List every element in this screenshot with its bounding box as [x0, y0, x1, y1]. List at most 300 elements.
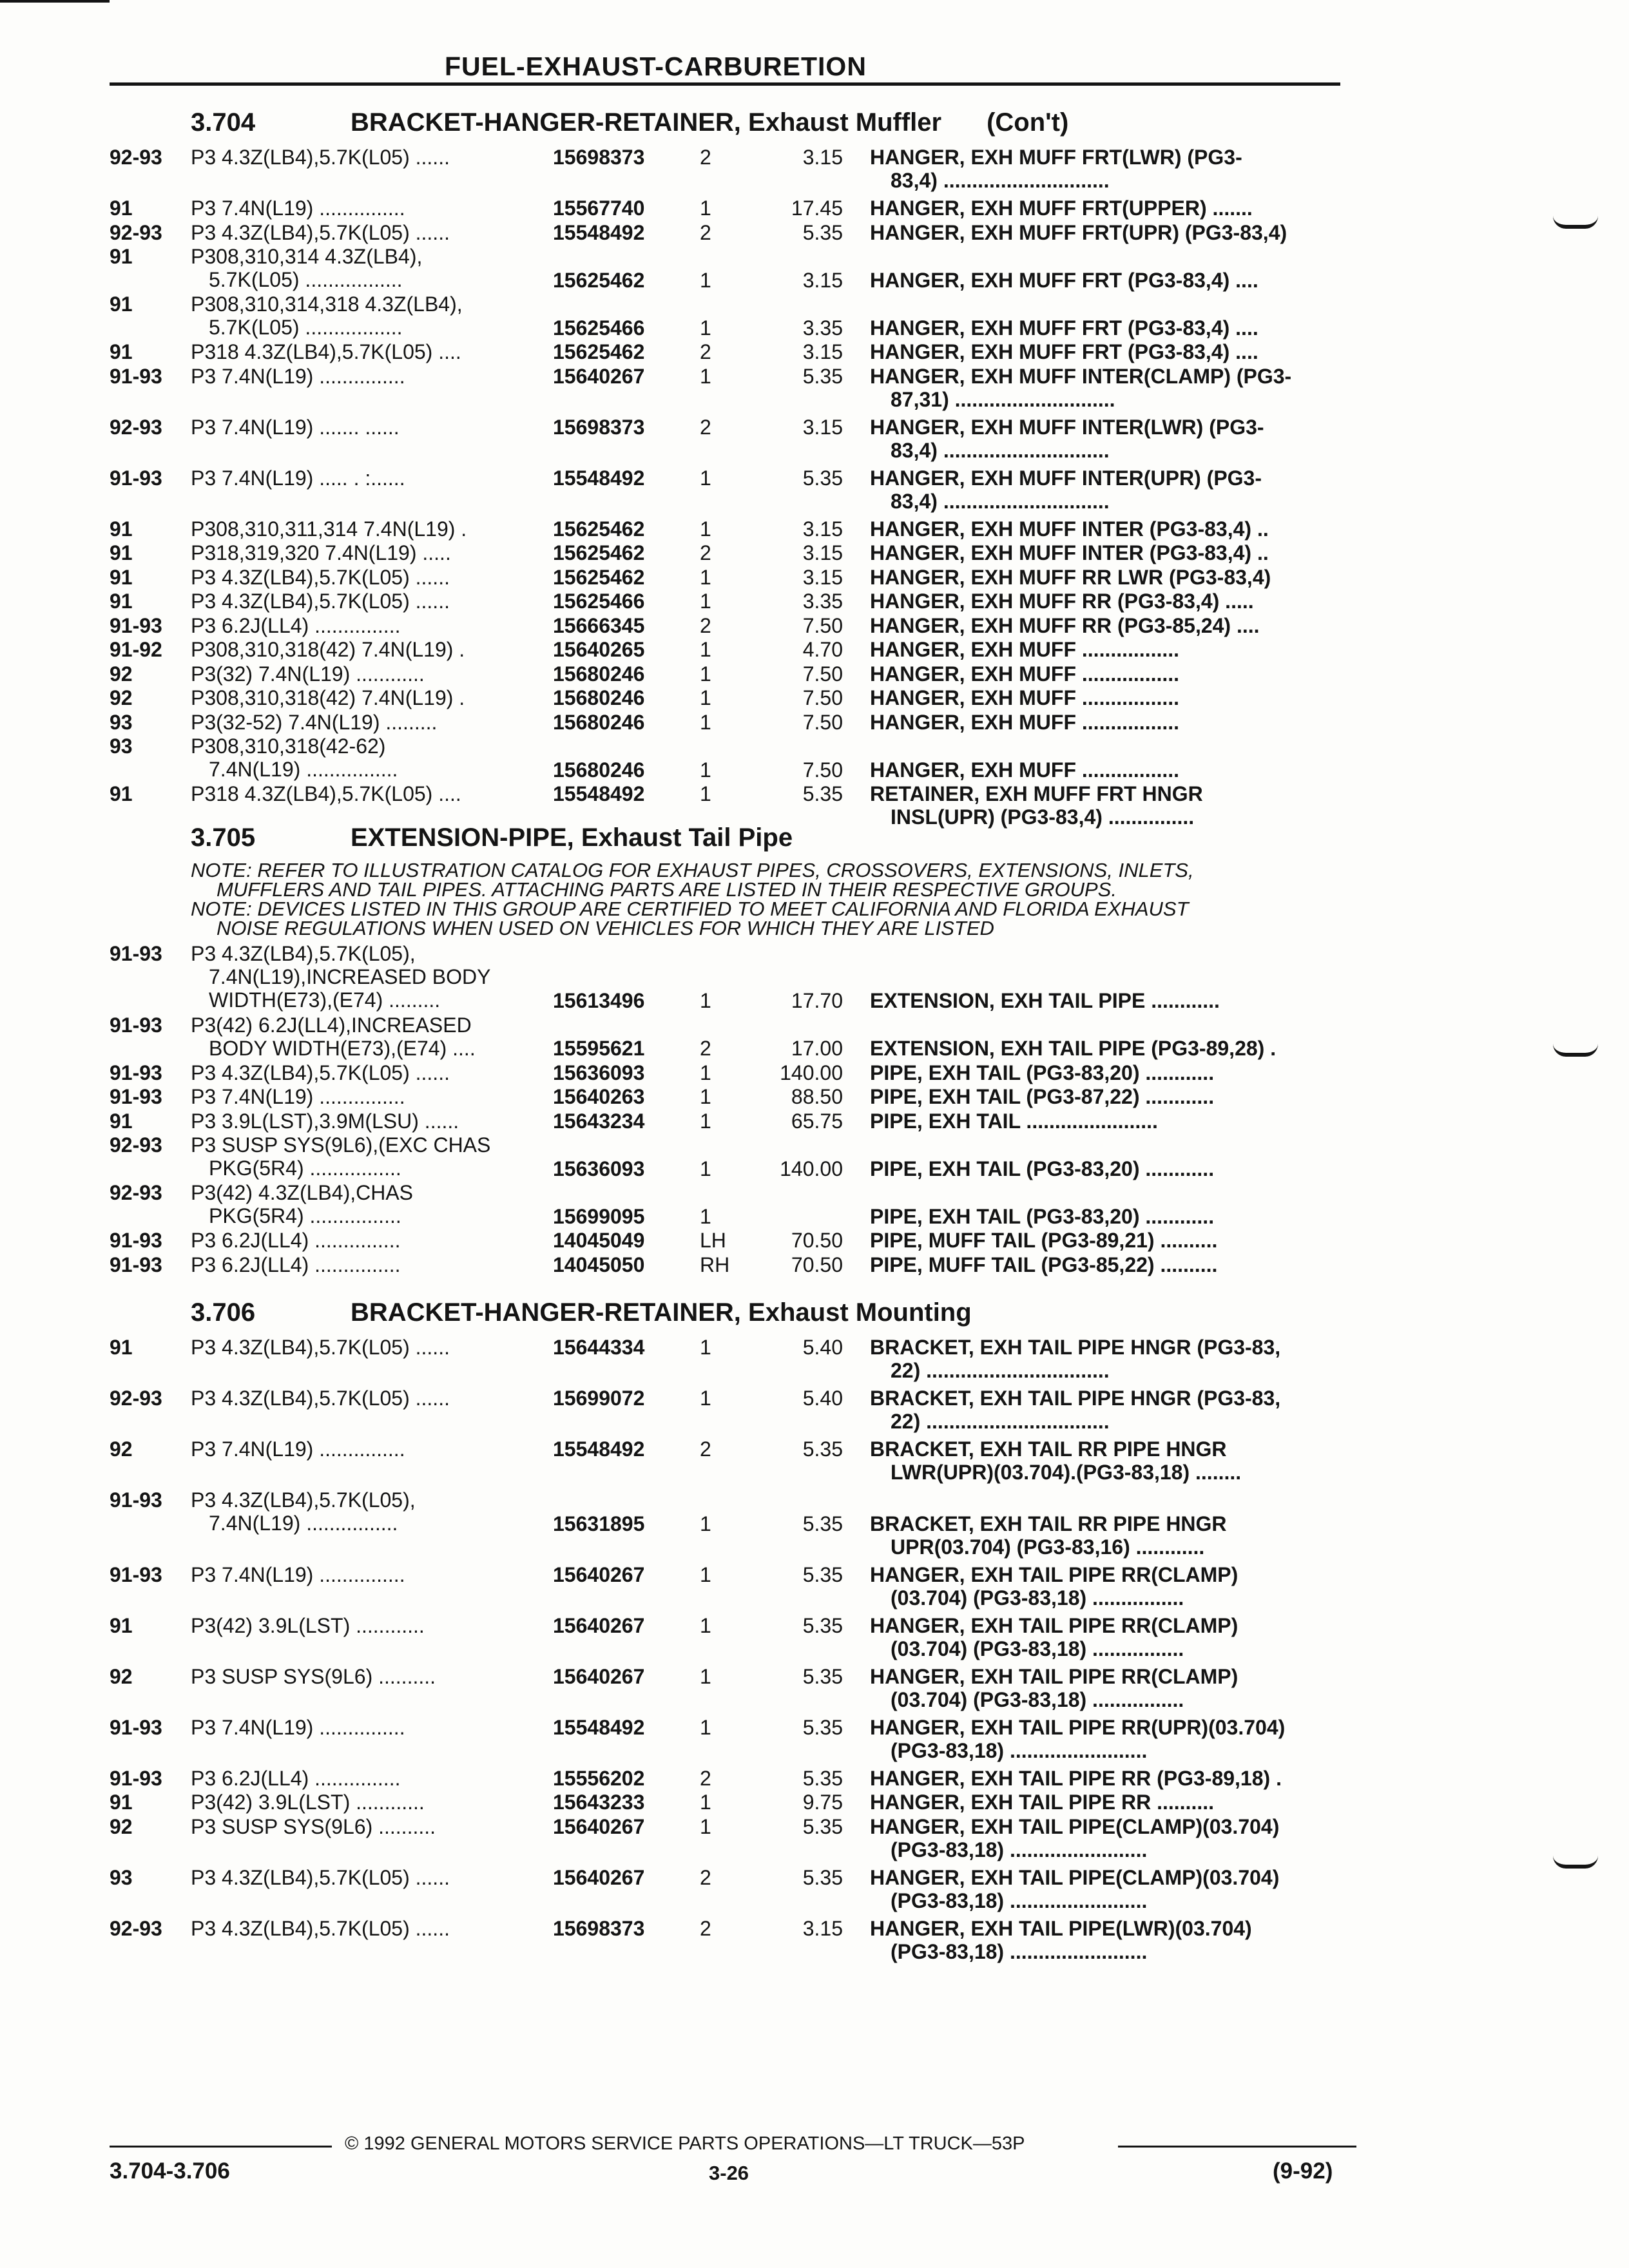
part-name-line: 22) ................................ — [891, 1359, 1110, 1382]
part-name-line: HANGER, EXH TAIL PIPE(CLAMP)(03.704) — [870, 1865, 1280, 1889]
part-name — [870, 197, 1253, 220]
part-name — [870, 365, 1291, 411]
part-name — [870, 1037, 1276, 1060]
application-line: P3 6.2J(LL4) ............... — [191, 613, 401, 637]
part-number: 15567740 — [553, 197, 645, 220]
quantity: 1 — [700, 1387, 711, 1410]
part-number: 15680246 — [553, 662, 645, 686]
part-name-line: HANGER, EXH TAIL PIPE(CLAMP)(03.704) — [870, 1814, 1280, 1838]
part-name-line: HANGER, EXH TAIL PIPE(LWR)(03.704) — [870, 1916, 1252, 1940]
price: 65.75 — [791, 1109, 843, 1133]
price: 5.35 — [802, 220, 843, 244]
part-number: 15640267 — [553, 1865, 645, 1889]
part-name — [870, 758, 1179, 782]
part-name — [870, 638, 1179, 661]
part-number: 15698373 — [553, 146, 645, 169]
price: 5.35 — [802, 1562, 843, 1586]
model-years: 92-93 — [110, 415, 162, 439]
section-number: 3.706 — [191, 1298, 256, 1327]
application-description — [191, 1614, 425, 1637]
model-years: 91-93 — [110, 1013, 162, 1037]
part-name-line: LWR(UPR)(03.704).(PG3-83,18) ........ — [891, 1461, 1242, 1484]
price: 5.40 — [802, 1336, 843, 1359]
application-description — [191, 365, 405, 388]
application-line: P3 7.4N(L19) ............... — [191, 197, 405, 220]
quantity: 1 — [700, 662, 711, 686]
application-description — [191, 1133, 490, 1180]
price: 5.35 — [802, 1664, 843, 1688]
price: 5.35 — [802, 364, 843, 388]
application-description — [191, 1665, 436, 1688]
margin-binding-mark — [1553, 1856, 1598, 1869]
quantity: 2 — [700, 1037, 711, 1060]
model-years: 91 — [110, 1336, 133, 1359]
model-years: 91 — [110, 541, 133, 564]
quantity: 2 — [700, 1865, 711, 1889]
application-line: BODY WIDTH(E73),(E74) .... — [209, 1036, 476, 1060]
section-continued-label: (Con't) — [987, 108, 1069, 137]
model-years: 91-93 — [110, 364, 162, 388]
application-description — [191, 1767, 400, 1790]
part-name-line: HANGER, EXH MUFF INTER (PG3-83,4) .. — [870, 517, 1269, 541]
price: 7.50 — [802, 662, 843, 686]
quantity: 1 — [700, 590, 711, 613]
part-number: 15548492 — [553, 466, 645, 490]
quantity: 1 — [700, 1336, 711, 1359]
part-name-line: HANGER, EXH MUFF FRT(LWR) (PG3- — [870, 146, 1242, 169]
part-name — [870, 146, 1242, 192]
application-line: PKG(5R4) ................ — [209, 1204, 401, 1227]
part-number: 15640267 — [553, 1814, 645, 1838]
part-name — [870, 1815, 1279, 1861]
part-name-line: EXTENSION, EXH TAIL PIPE (PG3-89,28) . — [870, 1037, 1277, 1060]
application-line: P3 7.4N(L19) ..... . :...... — [191, 466, 405, 490]
part-name — [870, 221, 1287, 244]
price: 3.15 — [802, 415, 843, 439]
part-number: 15698373 — [553, 415, 645, 439]
footer-rule-right — [1118, 2146, 1356, 2148]
quantity: 1 — [700, 1109, 711, 1133]
application-line: P318 4.3Z(LB4),5.7K(L05) .... — [191, 340, 461, 363]
model-years: 91 — [110, 590, 133, 613]
part-name-line: PIPE, EXH TAIL ....................... — [870, 1109, 1158, 1133]
model-years: 91-93 — [110, 942, 162, 965]
quantity: 1 — [700, 466, 711, 490]
price: 3.35 — [802, 590, 843, 613]
application-line: P3 7.4N(L19) ............... — [191, 1085, 405, 1108]
model-years: 91-93 — [110, 1766, 162, 1790]
part-name-line: HANGER, EXH MUFF FRT (PG3-83,4) .... — [870, 340, 1258, 363]
part-name-line: 83,4) ............................. — [891, 169, 1110, 192]
part-name-line: PIPE, EXH TAIL (PG3-83,20) ............ — [870, 1204, 1215, 1228]
price: 17.70 — [791, 989, 843, 1012]
application-description — [191, 517, 467, 541]
part-number: 15548492 — [553, 1437, 645, 1461]
price: 3.15 — [802, 565, 843, 589]
application-line: PKG(5R4) ................ — [209, 1157, 401, 1180]
part-name — [870, 1110, 1158, 1133]
part-name-line: 83,4) ............................. — [891, 438, 1110, 462]
part-number: 14045050 — [553, 1253, 645, 1276]
application-description — [191, 416, 400, 439]
application-line: P3 4.3Z(LB4),5.7K(L05) ...... — [191, 1336, 450, 1359]
part-number: 15631895 — [553, 1512, 645, 1535]
part-number: 15625462 — [553, 565, 645, 589]
quantity: 1 — [700, 197, 711, 220]
part-number: 15640267 — [553, 1562, 645, 1586]
part-name-line: PIPE, MUFF TAIL (PG3-89,21) .......... — [870, 1229, 1218, 1252]
part-name-line: HANGER, EXH TAIL PIPE RR .......... — [870, 1791, 1214, 1814]
quantity: 1 — [700, 1715, 711, 1739]
quantity: 2 — [700, 1766, 711, 1790]
part-number: 15548492 — [553, 220, 645, 244]
application-line: P3 4.3Z(LB4),5.7K(L05), — [191, 1488, 416, 1512]
price: 5.35 — [802, 1814, 843, 1838]
part-name-line: (03.704) (PG3-83,18) ................ — [891, 1637, 1184, 1660]
price: 88.50 — [791, 1085, 843, 1108]
price: 3.15 — [802, 1916, 843, 1940]
part-number: 15699072 — [553, 1387, 645, 1410]
application-description — [191, 466, 405, 490]
price: 3.35 — [802, 316, 843, 340]
quantity: 1 — [700, 1814, 711, 1838]
quantity: 1 — [700, 1562, 711, 1586]
part-name — [870, 517, 1269, 541]
price: 3.15 — [802, 340, 843, 363]
price: 140.00 — [780, 1157, 843, 1180]
quantity: 1 — [700, 1085, 711, 1108]
application-line: P3(42) 6.2J(LL4),INCREASED — [191, 1013, 472, 1037]
application-line: P3 6.2J(LL4) ............... — [191, 1766, 401, 1790]
application-line: P3 7.4N(L19) ............... — [191, 364, 405, 388]
application-description — [191, 614, 400, 637]
application-line: P3(42) 3.9L(LST) ............ — [191, 1613, 425, 1637]
model-years: 91-93 — [110, 1061, 162, 1084]
application-line: P308,310,318(42) 7.4N(L19) . — [191, 686, 465, 709]
part-name-line: HANGER, EXH MUFF RR (PG3-83,4) ..... — [870, 590, 1254, 613]
part-name-line: HANGER, EXH MUFF FRT (PG3-83,4) .... — [870, 268, 1258, 292]
quantity: 1 — [700, 268, 711, 292]
price: 17.00 — [791, 1037, 843, 1060]
header-rule — [110, 82, 1340, 86]
model-years: 93 — [110, 1865, 133, 1889]
part-number: 15640263 — [553, 1085, 645, 1108]
application-line: P3 6.2J(LL4) ............... — [191, 1229, 401, 1252]
part-name-line: HANGER, EXH MUFF INTER (PG3-83,4) .. — [870, 541, 1269, 564]
part-name — [870, 1387, 1280, 1433]
part-name — [870, 1866, 1279, 1912]
application-description — [191, 566, 450, 589]
model-years: 91 — [110, 565, 133, 589]
quantity: 1 — [700, 1061, 711, 1084]
section-number: 3.705 — [191, 823, 256, 852]
model-years: 91 — [110, 1109, 133, 1133]
application-description — [191, 1253, 400, 1276]
quantity: 1 — [700, 638, 711, 661]
application-line: P3 4.3Z(LB4),5.7K(L05), — [191, 942, 416, 965]
application-description — [191, 662, 425, 686]
part-number: 15643233 — [553, 1791, 645, 1814]
model-years: 93 — [110, 735, 133, 758]
model-years: 92 — [110, 1814, 133, 1838]
quantity: 1 — [700, 1512, 711, 1535]
application-description — [191, 197, 405, 220]
application-line: P318 4.3Z(LB4),5.7K(L05) .... — [191, 782, 461, 805]
model-years: 91 — [110, 782, 133, 805]
part-number: 15644334 — [553, 1336, 645, 1359]
price: 7.50 — [802, 710, 843, 734]
application-description — [191, 638, 465, 661]
part-name — [870, 590, 1254, 613]
quantity: 1 — [700, 1613, 711, 1637]
part-number: 15636093 — [553, 1157, 645, 1180]
model-years: 91-93 — [110, 613, 162, 637]
quantity: 1 — [700, 782, 711, 805]
part-number: 15625462 — [553, 541, 645, 564]
section-note: NOTE: DEVICES LISTED IN THIS GROUP ARE CERTIFIED TO MEET CALIFORNIA AND FLORIDA EXHAUST — [191, 898, 1189, 920]
corner-rule — [0, 0, 110, 3]
price: 3.15 — [802, 517, 843, 541]
application-description — [191, 1336, 450, 1359]
part-name-line: HANGER, EXH TAIL PIPE RR (PG3-89,18) . — [870, 1766, 1282, 1790]
price: 5.35 — [802, 1512, 843, 1535]
part-name-line: HANGER, EXH MUFF INTER(CLAMP) (PG3- — [870, 364, 1292, 388]
application-line: P3 4.3Z(LB4),5.7K(L05) ...... — [191, 590, 450, 613]
application-line: P308,310,318(42) 7.4N(L19) . — [191, 638, 465, 661]
part-name-line: 87,31) ............................ — [891, 387, 1115, 411]
part-number: 15666345 — [553, 613, 645, 637]
quantity: 1 — [700, 989, 711, 1012]
part-number: 15548492 — [553, 1715, 645, 1739]
part-name-line: (03.704) (PG3-83,18) ................ — [891, 1687, 1184, 1711]
part-name-line: RETAINER, EXH MUFF FRT HNGR — [870, 782, 1203, 805]
model-years: 92-93 — [110, 1387, 162, 1410]
application-description — [191, 1716, 405, 1739]
part-name-line: HANGER, EXH TAIL PIPE RR(CLAMP) — [870, 1613, 1239, 1637]
part-number: 15699095 — [553, 1204, 645, 1228]
model-years: 91 — [110, 197, 133, 220]
price: 7.50 — [802, 686, 843, 709]
application-line: P3 4.3Z(LB4),5.7K(L05) ...... — [191, 146, 450, 169]
price: 70.50 — [791, 1253, 843, 1276]
application-description — [191, 942, 490, 1012]
model-years: 91 — [110, 1791, 133, 1814]
part-number: 15643234 — [553, 1109, 645, 1133]
part-name — [870, 1614, 1238, 1660]
part-name-line: BRACKET, EXH TAIL RR PIPE HNGR — [870, 1437, 1227, 1461]
model-years: 91-93 — [110, 1488, 162, 1512]
section-number: 3.704 — [191, 108, 256, 137]
part-name-line: BRACKET, EXH TAIL RR PIPE HNGR — [870, 1512, 1227, 1535]
application-description — [191, 221, 450, 244]
application-line: P3 7.4N(L19) ............... — [191, 1437, 405, 1461]
price: 140.00 — [780, 1061, 843, 1084]
quantity: 2 — [700, 220, 711, 244]
model-years: 91-93 — [110, 1715, 162, 1739]
part-number: 15640265 — [553, 638, 645, 661]
model-years: 92 — [110, 662, 133, 686]
margin-binding-mark — [1553, 1044, 1598, 1057]
model-years: 91-93 — [110, 466, 162, 490]
application-line: P3(42) 3.9L(LST) ............ — [191, 1791, 425, 1814]
quantity: 2 — [700, 613, 711, 637]
application-description — [191, 1061, 450, 1084]
application-line: 7.4N(L19) ................ — [209, 1512, 398, 1535]
part-name-line: HANGER, EXH MUFF ................. — [870, 638, 1180, 661]
price: 7.50 — [802, 758, 843, 782]
application-description — [191, 541, 451, 564]
price: 17.45 — [791, 197, 843, 220]
part-name-line: HANGER, EXH MUFF INTER(LWR) (PG3- — [870, 415, 1264, 439]
model-years: 92 — [110, 1664, 133, 1688]
price: 5.35 — [802, 1766, 843, 1790]
footer-date: (9-92) — [1273, 2158, 1333, 2184]
part-name — [870, 316, 1258, 340]
part-name-line: (PG3-83,18) ........................ — [891, 1738, 1148, 1762]
part-number: 15625466 — [553, 316, 645, 340]
part-name — [870, 1157, 1214, 1180]
model-years: 91-93 — [110, 1229, 162, 1252]
quantity: 2 — [700, 146, 711, 169]
model-years: 91-93 — [110, 1562, 162, 1586]
part-number: 15625466 — [553, 590, 645, 613]
part-name-line: HANGER, EXH MUFF FRT(UPPER) ....... — [870, 197, 1253, 220]
application-line: P3 6.2J(LL4) ............... — [191, 1253, 401, 1276]
part-name-line: PIPE, EXH TAIL (PG3-83,20) ............ — [870, 1061, 1215, 1084]
part-name — [870, 566, 1271, 589]
application-line: P3 4.3Z(LB4),5.7K(L05) ...... — [191, 1387, 450, 1410]
part-number: 15640267 — [553, 1613, 645, 1637]
part-name-line: PIPE, MUFF TAIL (PG3-85,22) .......... — [870, 1253, 1218, 1276]
part-name-line: (PG3-83,18) ........................ — [891, 1838, 1148, 1861]
application-line: P3 SUSP SYS(9L6) .......... — [191, 1664, 436, 1688]
part-name — [870, 1336, 1280, 1382]
model-years: 92-93 — [110, 1133, 162, 1157]
application-description — [191, 686, 465, 709]
quantity: 1 — [700, 710, 711, 734]
application-description — [191, 1387, 450, 1410]
application-line: P3 4.3Z(LB4),5.7K(L05) ...... — [191, 220, 450, 244]
quantity: 1 — [700, 565, 711, 589]
part-name — [870, 614, 1260, 637]
part-name — [870, 1791, 1214, 1814]
part-name-line: HANGER, EXH MUFF RR (PG3-85,24) .... — [870, 613, 1260, 637]
part-name — [870, 1563, 1238, 1610]
part-name — [870, 1665, 1238, 1711]
part-name — [870, 1917, 1252, 1963]
application-description — [191, 1815, 436, 1838]
application-line: P308,310,311,314 7.4N(L19) . — [191, 517, 467, 541]
footer-range: 3.704-3.706 — [110, 2158, 230, 2184]
application-line: 7.4N(L19),INCREASED BODY — [209, 965, 491, 988]
section-note: NOTE: REFER TO ILLUSTRATION CATALOG FOR EXHAUST PIPES, CROSSOVERS, EXTENSIONS, INLETS, — [191, 859, 1194, 881]
application-line: WIDTH(E73),(E74) ......... — [209, 988, 441, 1012]
model-years: 92-93 — [110, 1181, 162, 1204]
part-name-line: HANGER, EXH TAIL PIPE RR(CLAMP) — [870, 1664, 1239, 1688]
section-note: MUFFLERS AND TAIL PIPES. ATTACHING PARTS ARE LISTED IN THEIR RESPECTIVE GROUPS. — [217, 878, 1117, 901]
part-number: 15640267 — [553, 1664, 645, 1688]
model-years: 91-92 — [110, 638, 162, 661]
part-name-line: HANGER, EXH MUFF ................. — [870, 710, 1180, 734]
part-name — [870, 340, 1258, 363]
price: 5.35 — [802, 466, 843, 490]
page-section-header: FUEL-EXHAUST-CARBURETION — [445, 52, 867, 81]
quantity: RH — [700, 1253, 730, 1276]
part-name-line: 22) ................................ — [891, 1410, 1110, 1433]
application-description — [191, 1791, 425, 1814]
part-name — [870, 1205, 1214, 1228]
application-description — [191, 1866, 450, 1889]
quantity: LH — [700, 1229, 726, 1252]
application-description — [191, 1085, 405, 1108]
price: 3.15 — [802, 146, 843, 169]
part-name-line: HANGER, EXH MUFF RR LWR (PG3-83,4) — [870, 565, 1271, 589]
model-years: 92 — [110, 686, 133, 709]
part-name-line: HANGER, EXH TAIL PIPE RR(CLAMP) — [870, 1562, 1239, 1586]
part-name-line: HANGER, EXH MUFF FRT (PG3-83,4) .... — [870, 316, 1258, 340]
quantity: 1 — [700, 364, 711, 388]
part-number: 15680246 — [553, 686, 645, 709]
model-years: 92-93 — [110, 1916, 162, 1940]
part-name-line: HANGER, EXH MUFF FRT(UPR) (PG3-83,4) — [870, 220, 1287, 244]
price: 4.70 — [802, 638, 843, 661]
part-name — [870, 1437, 1241, 1484]
part-number: 15556202 — [553, 1766, 645, 1790]
quantity: 2 — [700, 1916, 711, 1940]
application-line: P3 4.3Z(LB4),5.7K(L05) ...... — [191, 1865, 450, 1889]
quantity: 1 — [700, 1157, 711, 1180]
application-description — [191, 1488, 416, 1535]
application-line: P3 SUSP SYS(9L6),(EXC CHAS — [191, 1133, 491, 1157]
part-name — [870, 662, 1179, 686]
price: 70.50 — [791, 1229, 843, 1252]
part-name — [870, 1767, 1282, 1790]
part-name — [870, 1716, 1285, 1762]
part-name — [870, 1512, 1227, 1559]
part-name-line: PIPE, EXH TAIL (PG3-83,20) ............ — [870, 1157, 1215, 1180]
application-line: P308,310,314 4.3Z(LB4), — [191, 245, 423, 268]
quantity: 1 — [700, 316, 711, 340]
part-number: 15625462 — [553, 517, 645, 541]
application-line: 7.4N(L19) ................ — [209, 758, 398, 781]
part-name — [870, 466, 1262, 513]
part-name — [870, 782, 1203, 829]
part-name — [870, 416, 1264, 462]
part-name-line: (PG3-83,18) ........................ — [891, 1888, 1148, 1912]
model-years: 91 — [110, 245, 133, 268]
part-number: 14045049 — [553, 1229, 645, 1252]
part-number: 15680246 — [553, 758, 645, 782]
part-name-line: BRACKET, EXH TAIL PIPE HNGR (PG3-83, — [870, 1387, 1281, 1410]
part-name — [870, 989, 1220, 1012]
part-name-line: PIPE, EXH TAIL (PG3-87,22) ............ — [870, 1085, 1215, 1108]
price: 5.35 — [802, 782, 843, 805]
quantity: 1 — [700, 758, 711, 782]
quantity: 1 — [700, 1664, 711, 1688]
part-name-line: HANGER, EXH MUFF ................. — [870, 686, 1180, 709]
application-description — [191, 1563, 405, 1586]
part-number: 15595621 — [553, 1037, 645, 1060]
application-line: P3 4.3Z(LB4),5.7K(L05) ...... — [191, 1916, 450, 1940]
application-description — [191, 1437, 405, 1461]
footer-page-number: 3-26 — [709, 2162, 749, 2184]
section-title — [191, 108, 1068, 137]
quantity: 1 — [700, 517, 711, 541]
part-number: 15680246 — [553, 710, 645, 734]
application-description — [191, 1917, 450, 1940]
application-description — [191, 340, 461, 363]
part-name-line: (03.704) (PG3-83,18) ................ — [891, 1586, 1184, 1610]
